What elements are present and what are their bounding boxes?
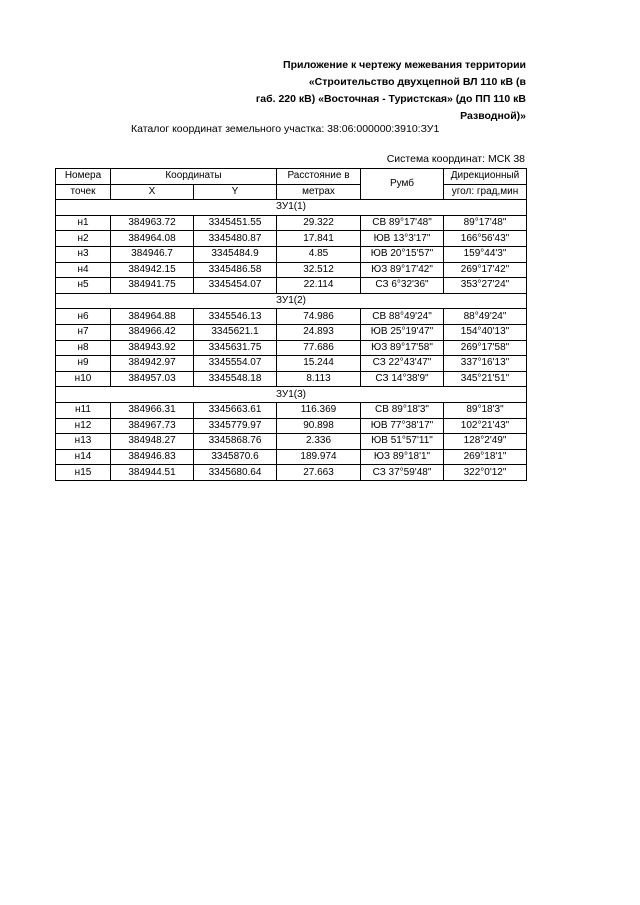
- direction-angle-cell: 102°21'43": [444, 418, 527, 434]
- header-numbers: Номера: [56, 169, 111, 185]
- rumb-cell: СЗ 14°38'9": [361, 371, 444, 387]
- y-coordinate-cell: 3345548.18: [194, 371, 277, 387]
- point-number-cell: н15: [56, 465, 111, 481]
- direction-angle-cell: 269°17'42": [444, 262, 527, 278]
- x-coordinate-cell: 384941.75: [111, 278, 194, 294]
- coordinate-system-label: Система координат: МСК 38: [386, 153, 525, 165]
- rumb-cell: ЮВ 25°19'47": [361, 324, 444, 340]
- document-title: [196, 57, 526, 125]
- rumb-cell: ЮЗ 89°17'58": [361, 340, 444, 356]
- header-x: X: [111, 184, 194, 200]
- group-header-row: [56, 387, 527, 403]
- table-row: [56, 465, 527, 481]
- y-coordinate-cell: 3345454.07: [194, 278, 277, 294]
- y-coordinate-cell: 3345680.64: [194, 465, 277, 481]
- distance-cell: 77.686: [277, 340, 361, 356]
- group-header-row: [56, 293, 527, 309]
- direction-angle-cell: 128°2'49": [444, 434, 527, 450]
- title-line: «Строительство двухцепной ВЛ 110 кВ (в: [308, 76, 526, 88]
- direction-angle-cell: 166°56'43": [444, 231, 527, 247]
- x-coordinate-cell: 384964.88: [111, 309, 194, 325]
- direction-angle-cell: 89°18'3": [444, 402, 527, 418]
- header-points: точек: [56, 184, 111, 200]
- rumb-cell: ЮВ 20°15'57": [361, 246, 444, 262]
- distance-cell: 32.512: [277, 262, 361, 278]
- point-number-cell: н10: [56, 371, 111, 387]
- group-name: ЗУ1(1): [56, 200, 527, 216]
- point-number-cell: н13: [56, 434, 111, 450]
- y-coordinate-cell: 3345451.55: [194, 215, 277, 231]
- point-number-cell: н7: [56, 324, 111, 340]
- point-number-cell: н14: [56, 449, 111, 465]
- rumb-cell: ЮВ 13°3'17": [361, 231, 444, 247]
- table-body: [56, 169, 527, 481]
- x-coordinate-cell: 384944.51: [111, 465, 194, 481]
- coordinates-table: [55, 168, 527, 481]
- table-row: [56, 356, 527, 372]
- title-line: Разводной)»: [460, 110, 526, 122]
- distance-cell: 189.974: [277, 449, 361, 465]
- table-row: [56, 215, 527, 231]
- x-coordinate-cell: 384942.15: [111, 262, 194, 278]
- catalog-caption: Каталог координат земельного участка: 38:06:000000:3910:ЗУ1: [131, 123, 440, 135]
- point-number-cell: н1: [56, 215, 111, 231]
- rumb-cell: ЮВ 77°38'17": [361, 418, 444, 434]
- header-row-bottom: [56, 184, 527, 200]
- point-number-cell: н8: [56, 340, 111, 356]
- distance-cell: 2.336: [277, 434, 361, 450]
- direction-angle-cell: 159°44'3": [444, 246, 527, 262]
- header-row-top: [56, 169, 527, 185]
- distance-cell: 29.322: [277, 215, 361, 231]
- x-coordinate-cell: 384946.83: [111, 449, 194, 465]
- y-coordinate-cell: 3345546.13: [194, 309, 277, 325]
- table-row: [56, 371, 527, 387]
- rumb-cell: СВ 89°17'48": [361, 215, 444, 231]
- rumb-cell: СЗ 6°32'36": [361, 278, 444, 294]
- distance-cell: 15.244: [277, 356, 361, 372]
- table-row: [56, 418, 527, 434]
- y-coordinate-cell: 3345663.61: [194, 402, 277, 418]
- y-coordinate-cell: 3345631.75: [194, 340, 277, 356]
- direction-angle-cell: 345°21'51": [444, 371, 527, 387]
- y-coordinate-cell: 3345486.58: [194, 262, 277, 278]
- rumb-cell: ЮЗ 89°18'1": [361, 449, 444, 465]
- header-y: Y: [194, 184, 277, 200]
- y-coordinate-cell: 3345621.1: [194, 324, 277, 340]
- table-row: [56, 449, 527, 465]
- distance-cell: 27.663: [277, 465, 361, 481]
- x-coordinate-cell: 384946.7: [111, 246, 194, 262]
- y-coordinate-cell: 3345480.87: [194, 231, 277, 247]
- direction-angle-cell: 322°0'12": [444, 465, 527, 481]
- y-coordinate-cell: 3345484.9: [194, 246, 277, 262]
- rumb-cell: ЮЗ 89°17'42": [361, 262, 444, 278]
- point-number-cell: н2: [56, 231, 111, 247]
- y-coordinate-cell: 3345779.97: [194, 418, 277, 434]
- table-row: [56, 309, 527, 325]
- direction-angle-cell: 337°16'13": [444, 356, 527, 372]
- distance-cell: 17.841: [277, 231, 361, 247]
- table-row: [56, 402, 527, 418]
- title-line: Приложение к чертежу межевания территории: [283, 59, 526, 71]
- direction-angle-cell: 89°17'48": [444, 215, 527, 231]
- title-line: габ. 220 кВ) «Восточная - Туристская» (до ПП 110 кВ: [255, 93, 526, 105]
- header-rumb: Румб: [361, 169, 444, 200]
- header-direction: Дирекционный: [444, 169, 527, 185]
- distance-cell: 8.113: [277, 371, 361, 387]
- table-row: [56, 246, 527, 262]
- distance-cell: 74.986: [277, 309, 361, 325]
- x-coordinate-cell: 384948.27: [111, 434, 194, 450]
- y-coordinate-cell: 3345868.76: [194, 434, 277, 450]
- table-row: [56, 231, 527, 247]
- distance-cell: 22.114: [277, 278, 361, 294]
- header-distance: Расстояние в: [277, 169, 361, 185]
- point-number-cell: н4: [56, 262, 111, 278]
- rumb-cell: СЗ 37°59'48": [361, 465, 444, 481]
- point-number-cell: н5: [56, 278, 111, 294]
- header-meters: метрах: [277, 184, 361, 200]
- direction-angle-cell: 154°40'13": [444, 324, 527, 340]
- point-number-cell: н6: [56, 309, 111, 325]
- table-row: [56, 262, 527, 278]
- x-coordinate-cell: 384964.08: [111, 231, 194, 247]
- distance-cell: 4.85: [277, 246, 361, 262]
- table-row: [56, 278, 527, 294]
- direction-angle-cell: 353°27'24": [444, 278, 527, 294]
- header-angle-units: угол: град,мин: [444, 184, 527, 200]
- x-coordinate-cell: 384957.03: [111, 371, 194, 387]
- group-name: ЗУ1(3): [56, 387, 527, 403]
- x-coordinate-cell: 384942.97: [111, 356, 194, 372]
- point-number-cell: н12: [56, 418, 111, 434]
- x-coordinate-cell: 384967.73: [111, 418, 194, 434]
- x-coordinate-cell: 384963.72: [111, 215, 194, 231]
- direction-angle-cell: 269°17'58": [444, 340, 527, 356]
- rumb-cell: ЮВ 51°57'11": [361, 434, 444, 450]
- table-row: [56, 434, 527, 450]
- distance-cell: 116.369: [277, 402, 361, 418]
- point-number-cell: н11: [56, 402, 111, 418]
- x-coordinate-cell: 384966.42: [111, 324, 194, 340]
- direction-angle-cell: 269°18'1": [444, 449, 527, 465]
- rumb-cell: СВ 88°49'24": [361, 309, 444, 325]
- group-header-row: [56, 200, 527, 216]
- x-coordinate-cell: 384943.92: [111, 340, 194, 356]
- y-coordinate-cell: 3345870.6: [194, 449, 277, 465]
- distance-cell: 24.893: [277, 324, 361, 340]
- header-coordinates: Координаты: [111, 169, 277, 185]
- direction-angle-cell: 88°49'24": [444, 309, 527, 325]
- point-number-cell: н3: [56, 246, 111, 262]
- rumb-cell: СВ 89°18'3": [361, 402, 444, 418]
- group-name: ЗУ1(2): [56, 293, 527, 309]
- point-number-cell: н9: [56, 356, 111, 372]
- y-coordinate-cell: 3345554.07: [194, 356, 277, 372]
- rumb-cell: СЗ 22°43'47": [361, 356, 444, 372]
- x-coordinate-cell: 384966.31: [111, 402, 194, 418]
- table-row: [56, 324, 527, 340]
- distance-cell: 90.898: [277, 418, 361, 434]
- table-row: [56, 340, 527, 356]
